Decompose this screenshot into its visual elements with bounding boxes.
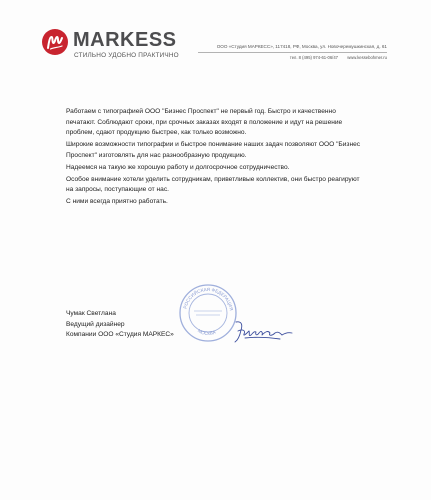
company-stamp xyxy=(178,281,238,345)
signature-block xyxy=(66,309,174,341)
paragraph: Надеемся на такую же хорошую работу и долгосрочное сотрудничество. xyxy=(66,163,290,171)
brand-tagline: СТИЛЬНО УДОБНО ПРАКТИЧНО xyxy=(74,52,179,59)
signer-position: Ведущий дизайнер xyxy=(66,320,125,328)
header-divider xyxy=(198,52,387,53)
signer-name: Чумак Светлана xyxy=(66,310,116,317)
stamp-text-top: РОССИЙСКАЯ ФЕДЕРАЦИЯ xyxy=(182,286,234,311)
markess-logo-icon xyxy=(42,29,68,55)
letter-body xyxy=(66,107,366,209)
header-contacts xyxy=(282,55,387,61)
header-phone: тел. 8 (495) 974-61-06/47 xyxy=(289,55,339,60)
handwritten-signature xyxy=(232,318,302,346)
paragraph: Особое внимание хотели уделить сотрудникам, приветливые коллектив, они быстро реагируют на запросы, поступающие от нас. xyxy=(66,175,360,194)
header-address: ООО «Студия МАРКЕСС», 117418, РФ, Москва, ул. Новочеремушкинская, д. 61 xyxy=(216,44,387,49)
brand-name: MARKESS xyxy=(73,29,177,51)
paragraph: Работаем с типографией ООО "Бизнес Проспект" не первый год. Быстро и качественно печатают. Соблюдают сроки, при срочных заказах входят в положение и идут на решение проблем, сдают продукцию быстрее, как только возможно. xyxy=(66,108,343,137)
header-website: www.kessebohmer.ru xyxy=(347,55,387,60)
paragraph: С ними всегда приятно работать. xyxy=(66,198,168,206)
paragraph: Широкие возможности типографии и быстрое понимание наших задач позволяют ООО "Бизнес Проспект" изготовлять для нас разнообразную продукцию. xyxy=(66,141,361,159)
svg-text:МОСКВА xyxy=(197,328,217,336)
stamp-text-bottom: МОСКВА xyxy=(196,328,217,337)
signer-company: Компании ООО «Студия МАРКЕС» xyxy=(66,331,174,339)
